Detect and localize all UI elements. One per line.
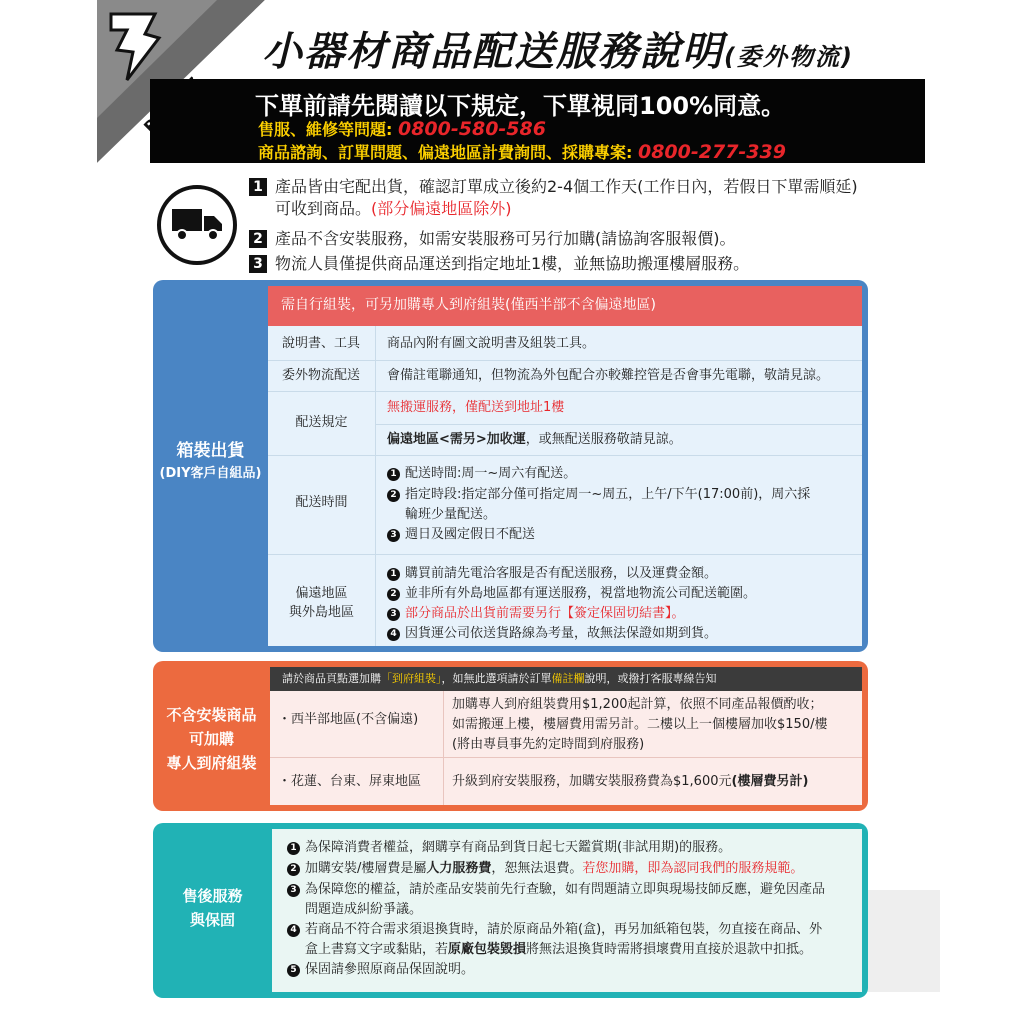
after-item3-cont: 問題造成糾紛爭議。	[305, 902, 423, 917]
row-divider	[270, 757, 862, 758]
sales-phone[interactable]: 0800-277-339	[637, 141, 786, 163]
service-hotline: 售服、維修等問題: 0800-580-586	[258, 118, 546, 140]
page-title: 小器材商品配送服務說明(委外物流)	[262, 29, 854, 75]
box-row4-label: 配送時間	[295, 495, 348, 510]
after-sales-side-title: 售後服務 與保固	[182, 887, 243, 929]
row-divider	[268, 360, 862, 361]
box-side-title: 箱裝出貨	[176, 441, 245, 461]
background-shape	[860, 890, 940, 992]
column-divider	[375, 326, 376, 646]
rule-1: 1 產品皆由宅配出貨，確認訂單成立後約2-4個工作天(工作日內，若假日下單需順延)	[249, 176, 858, 198]
install-side-title: 不含安裝商品 可加購 專人到府組裝	[166, 706, 257, 772]
box-row4-item2: 2 指定時段:指定部分僅可指定周一~周五，上午/下午(17:00前)，周六採	[387, 485, 810, 505]
install-header-text: 請於商品頁點選加購「到府組裝」，如無此選項請於訂單備註欄說明，或撥打客服專線告知	[282, 672, 717, 685]
install-row1-line2: 如需搬運上樓，樓層費用需另計。二樓以上一個樓層加收$150/樓	[452, 717, 828, 732]
box-row2-label: 委外物流配送	[282, 368, 361, 383]
box-row3-value-a: 無搬運服務，僅配送到地址1樓	[387, 400, 565, 415]
delivery-truck-icon	[157, 185, 237, 265]
box-side-subtitle: (DIY客戶自組品)	[159, 466, 262, 481]
rule-3: 3 物流人員僅提供商品運送到指定地址1樓，並無協助搬運樓層服務。	[249, 253, 749, 275]
after-item4: 4 若商品不符合需求須退換貨時，請於原商品外箱(盒)，再另加紙箱包裝，勿直接在商品、外	[287, 920, 822, 940]
column-divider	[443, 691, 444, 805]
box-row1-label: 說明書、工具	[282, 336, 361, 351]
box-row4-item3: 3 週日及國定假日不配送	[387, 525, 535, 545]
after-item5: 5 保固請參照原商品保固說明。	[287, 960, 474, 980]
box-row5-item1: 1 購買前請先電洽客服是否有配送服務，以及運費金額。	[387, 564, 717, 584]
box-row5-item4: 4 因貨運公司依送貨路線為考量，故無法保證如期到貨。	[387, 624, 717, 644]
box-header-text: 需自行組裝，可另加購專人到府組裝(僅西半部不含偏遠地區)	[281, 297, 656, 313]
after-item4-cont: 盒上書寫文字或黏貼，若原廠包裝毀損將無法退換貨時需將損壞費用直接於退款中扣抵。	[305, 942, 813, 957]
install-row1-line1: 加購專人到府組裝費用$1,200起計算，依照不同產品報價酌收；	[452, 697, 823, 712]
install-row2-value: 升級到府安裝服務，加購安裝服務費為$1,600元(樓層費另計)	[452, 774, 809, 789]
install-row2-label: ・花蓮、台東、屏東地區	[278, 774, 422, 789]
sales-hotline: 商品諮詢、訂單問題、偏遠地區計費詢問、採購專案: 0800-277-339	[258, 141, 786, 163]
after-item3: 3 為保障您的權益，請於產品安裝前先行查驗，如有問題請立即與現場技師反應，避免因產品	[287, 880, 825, 900]
rule-1-cont: 可收到商品。(部分偏遠地區除外)	[275, 199, 512, 218]
row-divider	[268, 455, 862, 456]
service-phone[interactable]: 0800-580-586	[397, 118, 546, 140]
notice-headline: 下單前請先閱讀以下規定，下單視同100%同意。	[255, 92, 786, 120]
install-row1-line3: (將由專員事先約定時間到府服務)	[452, 737, 645, 752]
install-row1-label: ・西半部地區(不含偏遠)	[278, 712, 419, 727]
row-divider	[375, 424, 862, 425]
box-row2-value: 會備註電聯通知，但物流為外包配合亦較難控管是否會事先電聯，敬請見諒。	[387, 368, 830, 383]
box-row5-label-a: 偏遠地區	[295, 586, 348, 601]
box-row4-item2-cont: 輪班少量配送。	[405, 507, 497, 522]
box-row5-item2: 2 並非所有外島地區都有運送服務，視當地物流公司配送範圍。	[387, 584, 756, 604]
box-row4-item1: 1 配送時間:周一~周六有配送。	[387, 464, 576, 484]
rule-2: 2 產品不含安裝服務，如需安裝服務可另行加購(請協詢客服報價)。	[249, 228, 736, 250]
row-divider	[268, 554, 862, 555]
box-row1-value: 商品內附有圖文說明書及組裝工具。	[387, 336, 596, 351]
after-item1: 1 為保障消費者權益，網購享有商品到貨日起七天鑑賞期(非試用期)的服務。	[287, 838, 731, 858]
box-row5-item3: 3 部分商品於出貨前需要另行【簽定保固切結書】。	[387, 604, 685, 624]
box-row3-value-b: 偏遠地區<需另>加收運，或無配送服務敬請見諒。	[387, 432, 682, 447]
after-item2: 2 加購安裝/樓層費是屬人力服務費，恕無法退費。若您加購，即為認同我們的服務規範。	[287, 859, 803, 879]
row-divider	[268, 391, 862, 392]
box-row5-label-b: 與外島地區	[288, 605, 354, 620]
box-row3-label: 配送規定	[295, 415, 348, 430]
